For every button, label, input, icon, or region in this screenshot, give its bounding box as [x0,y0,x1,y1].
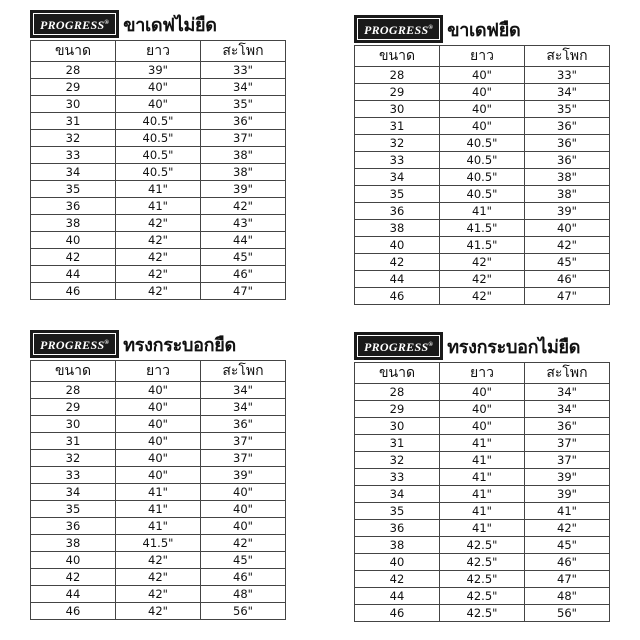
size-cell: 35 [355,503,440,520]
size-cell: 30 [355,101,440,118]
table-row [31,399,286,416]
size-cell: 30 [31,96,116,113]
table-row [31,232,286,249]
size-cell: 31 [31,433,116,450]
size-header: ขนาด [31,41,116,62]
length-cell: 41" [440,435,525,452]
size-header: ขนาด [355,363,440,384]
size-table [30,360,286,620]
table-row [355,469,610,486]
table-row [31,484,286,501]
length-cell: 41" [116,518,201,535]
length-cell: 41" [440,520,525,537]
header-row [31,41,286,62]
length-cell: 42" [116,552,201,569]
length-cell: 42" [440,288,525,305]
length-cell: 40.5" [116,113,201,130]
length-cell: 41.5" [116,535,201,552]
table-row [31,283,286,300]
length-cell: 40" [116,79,201,96]
table-row [31,433,286,450]
hip-cell: 47" [201,283,286,300]
hip-cell: 40" [201,518,286,535]
length-cell: 42" [440,271,525,288]
table-row [355,288,610,305]
size-cell: 36 [31,518,116,535]
hip-cell: 35" [525,101,610,118]
chart-title: ทรงกระบอกไม่ยืด [447,336,581,358]
hip-cell: 36" [201,416,286,433]
hip-cell: 45" [201,249,286,266]
size-chart-panel [354,13,610,305]
size-cell: 29 [355,401,440,418]
hip-cell: 38" [525,169,610,186]
size-cell: 32 [31,450,116,467]
hip-cell: 37" [201,433,286,450]
table-row [355,537,610,554]
hip-cell: 45" [201,552,286,569]
table-row [31,130,286,147]
length-cell: 42.5" [440,554,525,571]
table-row [31,164,286,181]
table-row [355,254,610,271]
hip-cell: 48" [201,586,286,603]
brand-name: PROGRESS [364,340,429,354]
hip-cell: 46" [525,554,610,571]
length-cell: 40.5" [116,147,201,164]
table-row [31,113,286,130]
hip-cell: 37" [525,452,610,469]
table-row [355,452,610,469]
length-cell: 39" [116,62,201,79]
table-row [31,416,286,433]
size-cell: 31 [31,113,116,130]
size-cell: 32 [355,452,440,469]
table-row [355,152,610,169]
size-cell: 35 [31,501,116,518]
length-cell: 41" [440,503,525,520]
brand-logo: PROGRESS® [30,330,119,358]
size-cell: 34 [31,484,116,501]
size-table [354,45,610,305]
size-cell: 46 [355,288,440,305]
size-cell: 31 [355,435,440,452]
hip-cell: 36" [525,135,610,152]
size-cell: 30 [31,416,116,433]
length-cell: 40" [440,118,525,135]
table-row [31,450,286,467]
size-cell: 28 [355,67,440,84]
hip-cell: 42" [525,520,610,537]
hip-cell: 39" [525,486,610,503]
size-cell: 29 [31,79,116,96]
size-chart-panel [30,8,286,300]
table-row [355,135,610,152]
hip-cell: 38" [201,147,286,164]
length-cell: 42" [116,603,201,620]
table-row [355,588,610,605]
hip-header: สะโพก [525,46,610,67]
length-header: ยาว [116,361,201,382]
size-header: ขนาด [31,361,116,382]
hip-cell: 46" [525,271,610,288]
size-cell: 31 [355,118,440,135]
table-row [355,486,610,503]
size-cell: 32 [31,130,116,147]
size-table [30,40,286,300]
table-row [355,401,610,418]
size-cell: 40 [31,552,116,569]
table-row [355,186,610,203]
length-cell: 42" [116,266,201,283]
hip-cell: 46" [201,266,286,283]
hip-cell: 33" [525,67,610,84]
hip-cell: 37" [201,450,286,467]
length-cell: 40" [116,399,201,416]
size-header: ขนาด [355,46,440,67]
header-row [355,363,610,384]
hip-cell: 39" [201,467,286,484]
hip-cell: 34" [201,382,286,399]
size-cell: 33 [31,147,116,164]
size-cell: 29 [355,84,440,101]
length-cell: 41" [116,484,201,501]
size-cell: 35 [355,186,440,203]
hip-header: สะโพก [201,41,286,62]
hip-header: สะโพก [201,361,286,382]
hip-cell: 37" [525,435,610,452]
hip-cell: 34" [525,401,610,418]
size-cell: 33 [31,467,116,484]
length-cell: 42" [440,254,525,271]
table-row [355,203,610,220]
length-cell: 40.5" [440,186,525,203]
length-cell: 40.5" [440,152,525,169]
hip-cell: 40" [201,484,286,501]
table-row [31,569,286,586]
table-row [355,435,610,452]
size-cell: 44 [355,588,440,605]
length-cell: 42.5" [440,588,525,605]
length-header: ยาว [116,41,201,62]
length-cell: 41" [440,469,525,486]
length-cell: 40" [440,384,525,401]
length-cell: 40" [440,418,525,435]
table-row [31,603,286,620]
length-cell: 41" [116,501,201,518]
table-row [355,503,610,520]
size-cell: 34 [31,164,116,181]
length-cell: 40" [440,101,525,118]
table-row [31,181,286,198]
length-header: ยาว [440,363,525,384]
length-cell: 40" [116,433,201,450]
table-row [355,384,610,401]
hip-header: สะโพก [525,363,610,384]
chart-header [30,8,286,40]
table-row [31,96,286,113]
size-cell: 38 [355,220,440,237]
size-cell: 38 [355,537,440,554]
hip-cell: 47" [525,288,610,305]
length-cell: 40.5" [440,135,525,152]
hip-cell: 40" [525,220,610,237]
table-row [355,520,610,537]
length-cell: 41.5" [440,220,525,237]
hip-cell: 43" [201,215,286,232]
hip-cell: 36" [525,152,610,169]
hip-cell: 37" [201,130,286,147]
length-cell: 40" [440,84,525,101]
chart-header [354,13,610,45]
size-cell: 28 [355,384,440,401]
hip-cell: 36" [525,418,610,435]
table-row [31,215,286,232]
hip-cell: 42" [201,198,286,215]
table-row [31,535,286,552]
hip-cell: 39" [525,203,610,220]
size-cell: 44 [31,266,116,283]
hip-cell: 46" [201,569,286,586]
hip-cell: 39" [525,469,610,486]
brand-logo: PROGRESS® [30,10,119,38]
size-cell: 33 [355,152,440,169]
size-cell: 46 [31,603,116,620]
brand-name: PROGRESS [40,18,105,32]
size-cell: 40 [355,554,440,571]
chart-header [30,328,286,360]
header-row [31,361,286,382]
table-row [355,118,610,135]
header-row [355,46,610,67]
size-cell: 30 [355,418,440,435]
chart-title: ทรงกระบอกยืด [123,334,236,356]
chart-title: ขาเดฟยืด [447,19,521,41]
hip-cell: 45" [525,537,610,554]
hip-cell: 34" [201,79,286,96]
length-cell: 41" [116,181,201,198]
table-row [355,418,610,435]
size-cell: 40 [355,237,440,254]
size-cell: 28 [31,62,116,79]
size-cell: 35 [31,181,116,198]
hip-cell: 44" [201,232,286,249]
table-row [355,169,610,186]
size-cell: 44 [355,271,440,288]
table-row [31,79,286,96]
size-cell: 44 [31,586,116,603]
size-chart-panel [30,328,286,620]
hip-cell: 42" [525,237,610,254]
length-cell: 40.5" [116,164,201,181]
brand-logo: PROGRESS® [354,332,443,360]
table-row [31,62,286,79]
length-cell: 40" [116,96,201,113]
size-cell: 28 [31,382,116,399]
hip-cell: 39" [201,181,286,198]
hip-cell: 38" [201,164,286,181]
length-cell: 42" [116,232,201,249]
table-row [31,552,286,569]
length-cell: 42" [116,586,201,603]
hip-cell: 34" [201,399,286,416]
table-row [355,101,610,118]
table-row [355,605,610,622]
hip-cell: 35" [201,96,286,113]
size-cell: 32 [355,135,440,152]
table-row [31,266,286,283]
table-row [31,467,286,484]
size-cell: 40 [31,232,116,249]
length-cell: 42" [116,569,201,586]
hip-cell: 34" [525,384,610,401]
length-cell: 42.5" [440,605,525,622]
table-row [355,84,610,101]
length-cell: 41" [116,198,201,215]
length-cell: 40.5" [440,169,525,186]
length-cell: 40" [116,467,201,484]
size-cell: 36 [31,198,116,215]
hip-cell: 41" [525,503,610,520]
hip-cell: 36" [525,118,610,135]
size-cell: 38 [31,215,116,232]
hip-cell: 56" [201,603,286,620]
table-row [31,501,286,518]
hip-cell: 34" [525,84,610,101]
table-row [31,382,286,399]
length-cell: 40.5" [116,130,201,147]
length-cell: 41.5" [440,237,525,254]
length-cell: 42.5" [440,571,525,588]
brand-logo: PROGRESS® [354,15,443,43]
table-row [355,571,610,588]
size-cell: 34 [355,486,440,503]
hip-cell: 56" [525,605,610,622]
size-cell: 33 [355,469,440,486]
hip-cell: 36" [201,113,286,130]
length-header: ยาว [440,46,525,67]
size-chart-panel [354,330,610,622]
table-row [31,518,286,535]
table-row [355,554,610,571]
size-cell: 36 [355,520,440,537]
hip-cell: 40" [201,501,286,518]
size-cell: 46 [355,605,440,622]
brand-name: PROGRESS [40,338,105,352]
size-cell: 34 [355,169,440,186]
size-cell: 36 [355,203,440,220]
size-cell: 42 [355,571,440,588]
length-cell: 42" [116,283,201,300]
table-row [31,249,286,266]
brand-name: PROGRESS [364,23,429,37]
table-row [31,586,286,603]
length-cell: 41" [440,203,525,220]
size-cell: 42 [31,249,116,266]
chart-title: ขาเดฟไม่ยืด [123,14,217,36]
table-row [355,271,610,288]
length-cell: 40" [116,382,201,399]
length-cell: 40" [116,416,201,433]
size-cell: 38 [31,535,116,552]
length-cell: 41" [440,486,525,503]
table-row [355,237,610,254]
length-cell: 42" [116,215,201,232]
size-table [354,362,610,622]
table-row [355,67,610,84]
length-cell: 42" [116,249,201,266]
size-cell: 29 [31,399,116,416]
table-row [31,198,286,215]
hip-cell: 45" [525,254,610,271]
size-cell: 42 [31,569,116,586]
size-cell: 46 [31,283,116,300]
hip-cell: 33" [201,62,286,79]
size-cell: 42 [355,254,440,271]
hip-cell: 42" [201,535,286,552]
length-cell: 40" [116,450,201,467]
length-cell: 41" [440,452,525,469]
length-cell: 40" [440,401,525,418]
chart-header [354,330,610,362]
hip-cell: 48" [525,588,610,605]
table-row [355,220,610,237]
length-cell: 42.5" [440,537,525,554]
length-cell: 40" [440,67,525,84]
hip-cell: 38" [525,186,610,203]
hip-cell: 47" [525,571,610,588]
table-row [31,147,286,164]
